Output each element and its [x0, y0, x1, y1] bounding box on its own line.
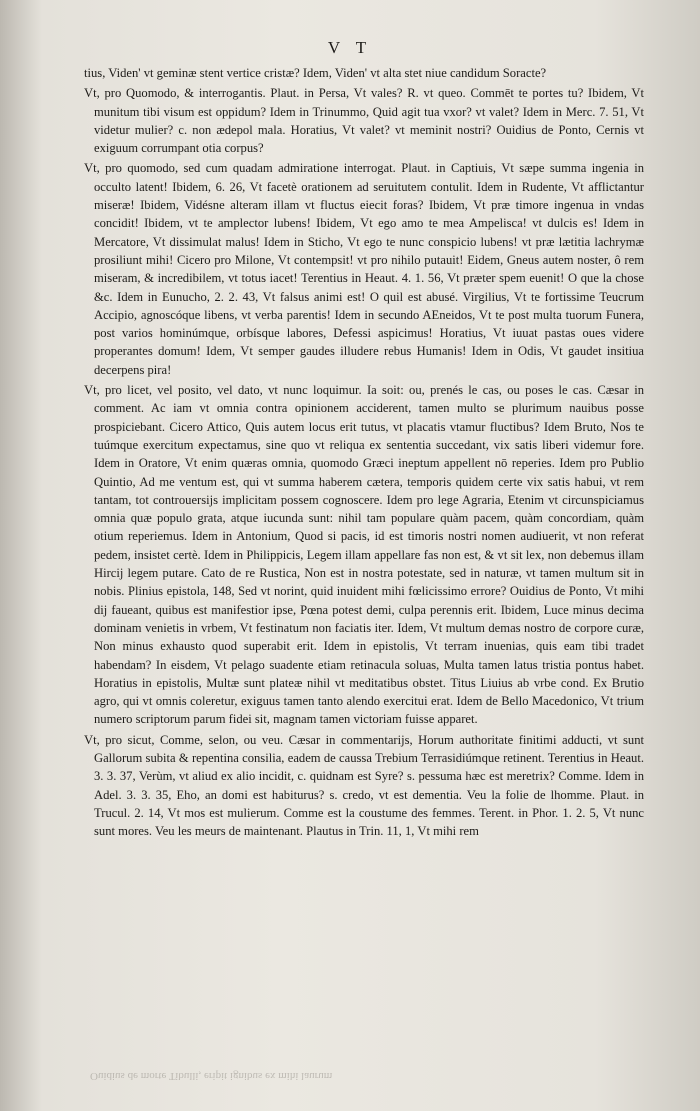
- entry-vt-licet: Vt, pro licet, vel posito, vel dato, vt nunc loquimur. Ia soit: ou, prenés le cas, ou poses le cas. Cæsar in comment. Ac iam vt omnia contra opinionem acciderent, tamen multo se plurimum nauibus posse prospiciebant. Cicero Attico, Quis autem locus erit tutus, vt placatis vtamur fluctibus? Idem Bruto, Nos te tuúmque exercitum expectamus, sine quo vt reliqua ex sententia succedant, vix satis liberi videmur fore. Idem in Oratore, Vt enim quæras omnia, quomodo Græci ineptum appellent nō reperies. Idem pro Publio Quintio, Ad me ventum est, qui vt summa haberem cætera, temporis quidem certe vix satis habui, vt rem tantam, tot controuersijs implicitam possem cognoscere. Idem pro lege Agraria, Etenim vt circunspiciamus omnia quæ populo grata, atque iucunda sunt: nihil tam populare quàm pacem, quàm concordiam, quàm otium reperiemus. Idem in Antonium, Quod si pacis, id est timoris nostri nomen audiuerit, vt non referat pedem, insistet certè. Idem in Philippicis, Legem illam appellare fas non est, & vt sit lex, non debemus illam Hircij legem putare. Cato de re Rustica, Non est in nostra potestate, sed in naturæ, vt tamen multum sit in nobis. Plinius epistola, 148, Sed vt norint, quid inuident mihi fœlicissimo errore? Ouidius de Ponto, Vt mihi dij faueant, quibus est manifestior ipse, Pœna potest demi, culpa perennis erit. Ibidem, Luce minus decima dominam venietis in vrbem, Vt festinatum non faciatis iter. Idem, Vt multum demas nostro de corpore curæ, Non minus exhausto quod superabit erit. Idem in epistolis, Vt terram inuenias, quis eam tibi tradet habendam? In eisdem, Vt pelago suadente etiam retinacula soluas, Multa tamen latus tristia pontus habet. Horatius in epistolis, Multæ sunt plateæ nihil vt meditatibus obstet. Titus Liuius ab vrbe cond. Ex Brutio agro, qui vt omnis coleretur, exiguus tamen tanto alendo exercitui erat. Idem de Bello Macedonico, Vt trium numero scriptorum parum fidei sit, magnam tamen victoriam fuisse apparet.: [84, 383, 644, 727]
- entry-vt-quomodo-interrogantis: Vt, pro Quomodo, & interrogantis. Plaut. in Persa, Vt vales? R. vt queo. Commēt te portes tu? Ibidem, Vt munitum tibi visum est oppidum? Idem in Trinummo, Quid agit tua vxor? vt valet? Idem in Merc. 7. 51, Vt videtur mulier? c. non ædepol mala. Horatius, Vt valet? vt meminit nostri? Ouidius de Ponto, Cernis vt exiguum corrumpant otia corpus?: [84, 86, 644, 156]
- bleed-through-text: Ouidius de morte Tibulli, eripit ignibus ex mihi laurum: [90, 1070, 333, 1082]
- entry-vt-admiratione: Vt, pro quomodo, sed cum quadam admiratione interrogat. Plaut. in Captiuis, Vt sæpe summa ingenia in occulto latent! Ibidem, 6. 26, Vt facetè orationem ad seruitutem contulit. Idem in Rudente, Vt afflictantur miseræ! Ibidem, Vidésne alteram illam vt fluctus eiecit foras? Ibidem, Vt præ timore ingenua in vndas concidit! Ibidem, vt te amplector lubens! Ibidem, Vt ego amo te mea Ampelisca! vt dulcis es! Idem in Mercatore, Vt dissimulat malus! Idem in Sticho, Vt ego te nunc conspicio lubens! vt præ lætitia lachrymæ prosiliunt mihi! Cicero pro Milone, Vt contempsit! vt pro nihilo putauit! Eidem, Gneus autem noster, ô rem miseram, & incredibilem, vt totus iacet! Terentius in Heaut. 4. 1. 56, Vt præter spem euenit! O que la chose &c. Idem in Eunucho, 2. 2. 43, Vt falsus animi est! O quil est abusé. Virgilius, Vt te fortissime Teucrum Accipio, agnoscóque libens, vt verba parentis! Idem in secundo AEneidos, Vt te post multa tuorum Funera, post varios hominúmque, orbísque labores, Defessi aspicimus! Horatius, Vt iuuat pastas oues videre properantes domum! Idem, Vt semper gaudes illudere rebus Humanis! Idem in Odis, Vt gaudet insitiua decerpens pira!: [84, 161, 644, 377]
- page-body: [84, 64, 644, 842]
- paragraph-continuation: tius, Viden' vt geminæ stent vertice cristæ? Idem, Viden' vt alta stet niue candidum Soracte?: [84, 66, 547, 80]
- entry-vt-sicut: Vt, pro sicut, Comme, selon, ou veu. Cæsar in commentarijs, Horum authoritate finitimi adducti, vt sunt Gallorum subita & repentina consilia, eadem de caussa Trebium Terrasidiúmque retinent. Terentius in Heaut. 3. 3. 37, Verùm, vt aliud ex alio incidit, c. quidnam est Syre? s. pessuma hæc est meretrix? Comme. Idem in Adel. 3. 3. 35, Eho, an domi est habiturus? s. credo, vt est dementia. Veu la folie de lhomme. Plaut. in Trucul. 2. 14, Vt mos est mulierum. Comme est la coustume des femmes. Terent. in Phor. 1. 2. 5, Vt nunc sunt mores. Veu les meurs de maintenant. Plautus in Trin. 11, 1, Vt mihi rem: [84, 732, 644, 839]
- running-head: V T: [327, 38, 373, 57]
